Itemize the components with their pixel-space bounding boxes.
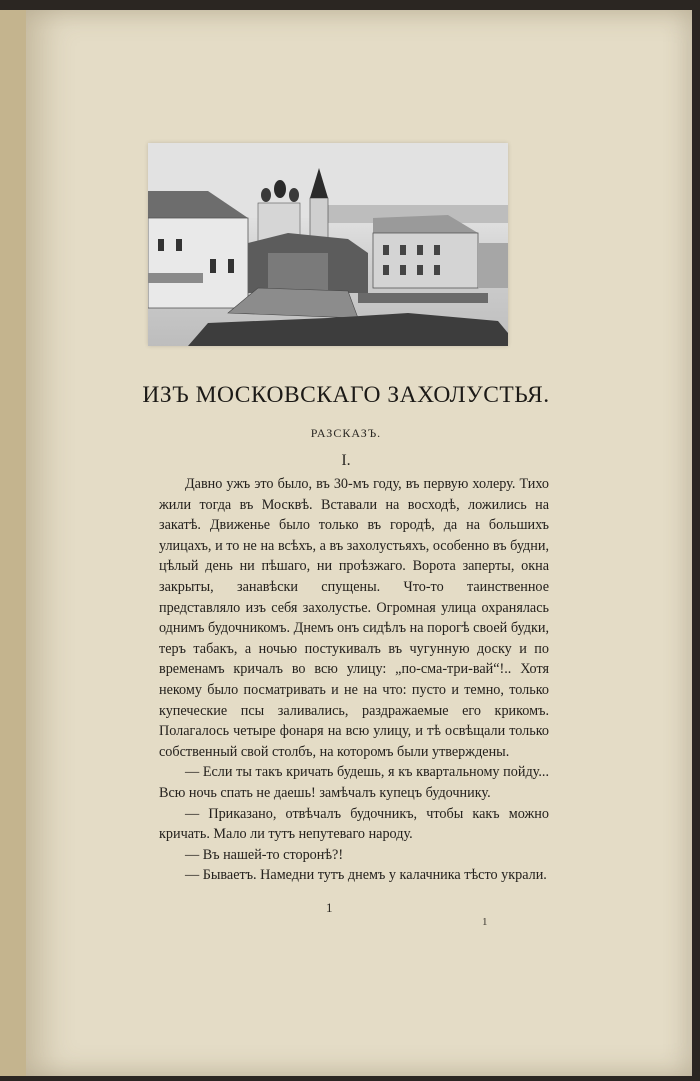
story-text	[159, 474, 549, 886]
story-title: ИЗЪ МОСКОВСКАГО ЗАХОЛУСТЬЯ.	[142, 382, 550, 408]
story-subtitle: РАЗСКАЗЪ.	[310, 426, 382, 440]
page-number: 1	[326, 900, 333, 915]
paragraph-2: — Если ты такъ кричать будешь, я къ квартальному пойду... Всю ночь спать не даешь! замѣчалъ купецъ будочнику.	[159, 764, 549, 801]
engraving-image	[148, 143, 508, 346]
chapter-number: I.	[341, 452, 351, 469]
paragraph-1: Давно ужъ это было, въ 30-мъ году, въ первую холеру. Тихо жили тогда въ Москвѣ. Вставали на восходѣ, ложились на закатѣ. Движенье было только въ городѣ, да на большихъ улицахъ, и то не на всѣхъ, а въ захолустьяхъ, особенно въ будни, цѣлый день ни пѣшаго, ни проѣзжаго. Ворота заперты, окна закрыты, занавѣски спущены. Что-то таинственное представляло изъ себя захолустье. Огромная улица охранялась однимъ будочникомъ. Днемъ онъ сидѣлъ на порогѣ своей будки, теръ табакъ, а ночью постукивалъ въ чугунную доску и по временамъ кричалъ во всю улицу: „по-сма-три-вай“!.. Хотя некому было посматривать и не на что: пусто и темно, только купеческие псы заливались, раздражаемые его крикомъ. Полагалось четыре фонаря на всю улицу, и тѣ освѣщали только собственный свой столбъ, на которомъ были утверждены.	[159, 476, 549, 760]
paragraph-3: — Приказано, отвѣчалъ будочникъ, чтобы какъ можно кричать. Мало ли тутъ непутеваго народу.	[159, 805, 549, 843]
town-illustration	[148, 143, 508, 346]
signature-mark: 1	[482, 916, 488, 928]
book-page	[0, 10, 692, 1076]
paragraph-5: — Бываетъ. Намедни тутъ днемъ у калачника тѣсто украли.	[185, 867, 547, 884]
paragraph-4: — Въ нашей-то сторонѣ?!	[185, 846, 344, 863]
